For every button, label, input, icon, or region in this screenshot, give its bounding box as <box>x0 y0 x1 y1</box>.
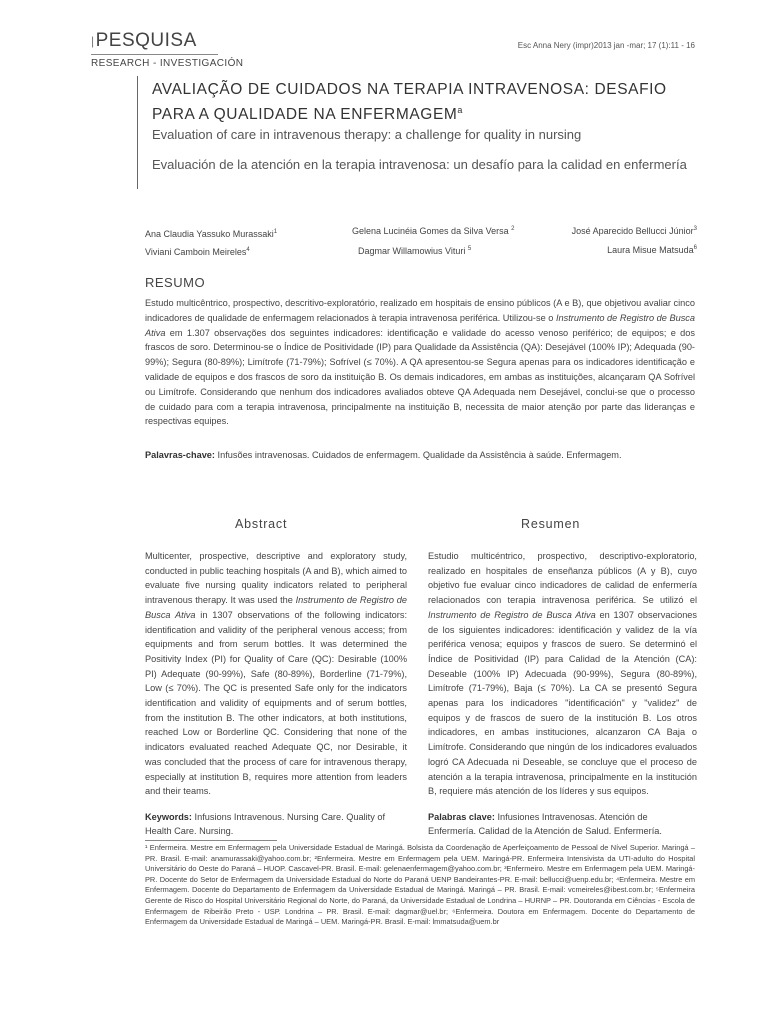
author-name: Laura Misue Matsuda <box>607 245 694 255</box>
abstract-body <box>145 549 407 799</box>
author-affiliation-mark: 6 <box>693 245 697 251</box>
keywords-label: Palabras clave: <box>428 812 495 822</box>
abstract-keywords <box>145 810 407 838</box>
author-affiliation-mark: 4 <box>246 247 250 253</box>
resumen-heading: Resumen <box>521 517 581 531</box>
author <box>607 245 697 255</box>
section-prefix: | <box>91 34 95 48</box>
title-portuguese <box>152 80 702 125</box>
author-name: Viviani Camboin Meireles <box>145 247 247 257</box>
author <box>572 226 697 236</box>
author-affiliation-mark: 2 <box>511 226 515 232</box>
title-footnote-mark: a <box>457 105 464 115</box>
keywords-text: Infusions Intravenous. Nursing Care. Quality of Health Care. Nursing. <box>145 812 386 836</box>
author-name: Ana Claudia Yassuko Murassaki <box>145 229 274 239</box>
title-accent-bar <box>137 76 138 189</box>
author-affiliation-mark: 5 <box>467 246 472 252</box>
author <box>358 246 471 256</box>
instrument-name: Instrumento de Registro de Busca Ativa <box>145 312 695 338</box>
author-name: José Aparecido Bellucci Júnior <box>571 226 694 236</box>
abstract-text-part: in 1307 observations of the following indicators: identification and validity of the peripheral venous access; from equipments and from serum bottles. It was determined the Positivity Index (PI) for Quality of Care (QC): Desirable (100% PI) Adequate (90-99%), Safe (80-89%), Borderline (71-79%), Low (≤ 70%). The QC is presented Safe only for the indicators identification and validity of equipments and of serum bottles, from the institution B. The other indicators, at both institutions, reached Low or Borderline QC. Considering that none of the indicators evaluated reached Adequate QC, nor Desirable, it was concluded that the process of care for intravenous therapy, especially at institution B, requires more attention from leaders and their teams. <box>145 609 408 797</box>
resumen-text-part: Estudio multicéntrico, prospectivo, descriptivo-exploratorio, realizado en hospitales de enseñanza públicos (A y B), cuyo objetivo fue evaluar cinco indicadores de calidad de enfermería relacionados con terapia intravenosa periférica. Se utilizó el <box>428 551 697 606</box>
author-affiliation-mark: 1 <box>273 229 278 235</box>
author <box>145 229 277 239</box>
section-label <box>91 30 197 52</box>
abstract-heading: Abstract <box>235 517 288 531</box>
resumo-text-part: em 1.307 observações dos seguintes indicadores: identificação e validade do acesso venoso periférico; de equipos; e dos frascos de soro. Determinou-se o Índice de Positividade (IP) para Qualidade da Assistência (QA): Desejável (100% IP); Adequada (90-99%); Segura (80-89%); Limítrofe (71-79%); Sofrível (≤ 70%). A QA apresentou-se Segura apenas para os indicadores identificação e validade de equipos e dos frascos de soro da instituição B. Os demais indicadores, em ambas as instituições, alcançaram QA Sofrível ou Limítrofe. Considerando que nenhum dos indicadores avaliados obteve QA Adequada nem Desejável, conclui-se que o processo de cuidado para com a terapia intravenosa, principalmente na instituição B, necessita de maior atenção por parte das lideranças e respectivas equipes. <box>145 327 695 427</box>
author <box>352 226 514 236</box>
author-affiliation-mark: 3 <box>693 226 697 232</box>
author <box>145 247 250 257</box>
author-footnotes: ¹ Enfermeira. Mestre em Enfermagem pela Universidade Estadual de Maringá. Bolsista da Coordenação de Aperfeiçoamento de Pessoal de Nível Superior. Maringá – PR. Brasil. E-mail: anamurassaki@yahoo.com.br; ²Enfermeira. Mestre em Enfermagem pela UEM. Maringá-PR. Enfermeira Intensivista da UTI-adulto do Hospital Universitário do Oeste do Paraná – HUOP. Cascavel-PR. Brasil. E-mail: gelenaenfermagem@yahoo.com.br; ³Enfermeiro. Mestre em Enfermagem pela UEM. Maringá-PR. Docente do Setor de Enfermagem da Universidade Estadual do Norte do Paraná UENP Bandeirantes-PR. E-mail: bellucci@uenp.edu.br; ⁴Enfermeira. Mestre em Enfermagem. Docente do Departamento de Enfermagem da Universidade Estadual de Maringá. Maringá – PR. Brasil. E-mail: vcmeireles@ibest.com.br; ⁵Enfermeira Gerente de Risco do Hospital Universitário Regional do Norte, do Paraná, da Universidade Estadual de Londrina – HURNP – PR. Doutoranda em Ciências - Escola de Enfermagem de Ribeirão Preto - USP. Londrina – PR. Brasil. E-mail: dagmar@uel.br; ⁶Enfermeira. Doutora em Enfermagem. Docente do Departamento de Enfermagem da Universidade Estadual de Maringá – UEM. Maringá-PR. Brasil. E-mail: lmmatsuda@uem.br <box>145 843 695 927</box>
footnote-rule <box>145 840 277 841</box>
header-rule <box>91 54 218 55</box>
keywords-label: Palavras-chave: <box>145 450 215 460</box>
resumo-text-part: Estudo multicêntrico, prospectivo, descritivo-exploratório, realizado em hospitais de ensino públicos (A e B), que objetivou avaliar cinco indicadores de qualidade de enfermagem relacionados à terapia intravenosa periférica. Utilizou-se o <box>145 298 695 323</box>
title-portuguese-text: AVALIAÇÃO DE CUIDADOS NA TERAPIA INTRAVENOSA: DESAFIO PARA A QUALIDADE NA ENFERMAGEM <box>152 81 667 124</box>
resumo-body <box>145 296 695 429</box>
section-title: PESQUISA <box>95 30 197 51</box>
subsection-label: RESEARCH - INVESTIGACIÓN <box>91 58 244 69</box>
instrument-name: Instrumento de Registro de Busca Ativa <box>428 609 596 620</box>
journal-reference: Esc Anna Nery (impr)2013 jan -mar; 17 (1):11 - 16 <box>517 41 695 50</box>
keywords-label: Keywords: <box>145 812 192 822</box>
resumo-heading: RESUMO <box>145 275 206 290</box>
author-name: Dagmar Willamowius Vituri <box>358 246 466 256</box>
instrument-name: Instrumento de Registro de Busca Ativa <box>145 595 407 620</box>
resumen-body <box>428 549 697 799</box>
title-spanish: Evaluación de la atención en la terapia intravenosa: un desafío para la calidad en enfermería <box>152 157 687 172</box>
author-name: Gelena Lucinéia Gomes da Silva Versa <box>352 226 509 236</box>
resumen-text-part: en 1307 observaciones de los siguientes indicadores: identificación y validez de la vía periférica venosa; equipos y frascos de suero. Se determinó el Índice de Positividad (IP) para Calidad de la Atención (CA): Deseable (100% IP) Adecuada (90-99%), Segura (80-89%), Limítrofe (71-79%), Baja (≤ 70%). La CA se presentó Segura apenas para los indicadores "identificación" y "validez" de equipos y de frascos de suero de la institución B. Los otros indicadores, en ambas instituciones, alcanzaron CA Baja o Limítrofe. Considerando que ningún de los indicadores evaluados logró CA Adecuada ni Deseable, se concluye que el proceso de atención a la terapia intravenosa, principalmente en la institución B, requiere más atención de los líderes y sus equipos. <box>428 609 698 797</box>
keywords-text: Infusiones Intravenosas. Atención de Enfermería. Calidad de la Atención de Salud. Enfermería. <box>428 812 662 836</box>
title-english: Evaluation of care in intravenous therapy: a challenge for quality in nursing <box>152 127 582 142</box>
resumen-keywords <box>428 810 697 838</box>
keywords-text: Infusões intravenosas. Cuidados de enfermagem. Qualidade da Assistência à saúde. Enfermagem. <box>214 450 622 460</box>
abstract-text-part: Multicenter, prospective, descriptive and exploratory study, conducted in public teaching hospitals (A and B), which aimed to evaluate five nursing quality indicators related to peripheral intravenous therapy. It was used the <box>145 551 408 606</box>
resumo-keywords <box>145 448 695 462</box>
